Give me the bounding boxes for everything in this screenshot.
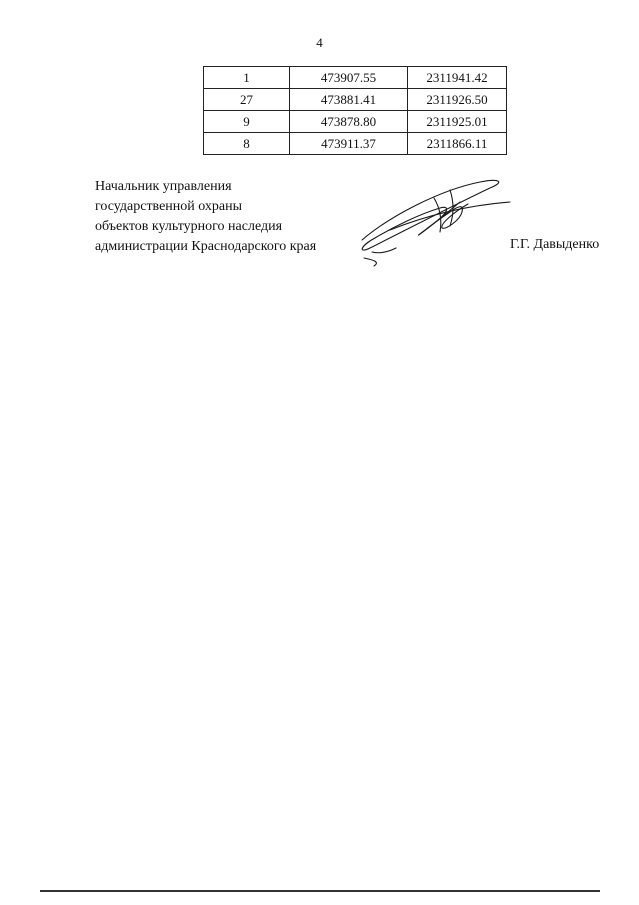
bottom-divider [40,890,600,892]
point-number-cell: 27 [204,89,290,111]
signatory-title-line: государственной охраны [95,199,243,214]
handwritten-signature [350,168,520,273]
table-row [204,111,507,133]
x-coordinate-cell: 473881.41 [290,89,408,111]
y-coordinate-cell: 2311941.42 [408,67,507,89]
table-row [204,67,507,89]
x-coordinate-cell: 473878.80 [290,111,408,133]
signatory-name: Г.Г. Давыденко [510,237,600,252]
x-coordinate-cell: 473907.55 [290,67,408,89]
signatory-title-line: Начальник управления [95,179,232,194]
table-row [204,133,507,155]
coordinates-table [203,66,507,155]
point-number-cell: 9 [204,111,290,133]
y-coordinate-cell: 2311925.01 [408,111,507,133]
point-number-cell: 8 [204,133,290,155]
table-row [204,89,507,111]
point-number-cell: 1 [204,67,290,89]
page-number: 4 [316,35,323,50]
y-coordinate-cell: 2311926.50 [408,89,507,111]
x-coordinate-cell: 473911.37 [290,133,408,155]
y-coordinate-cell: 2311866.11 [408,133,507,155]
signatory-title-line: администрации Краснодарского края [95,239,317,254]
signatory-title-line: объектов культурного наследия [95,219,283,234]
signatory-title [95,177,316,257]
